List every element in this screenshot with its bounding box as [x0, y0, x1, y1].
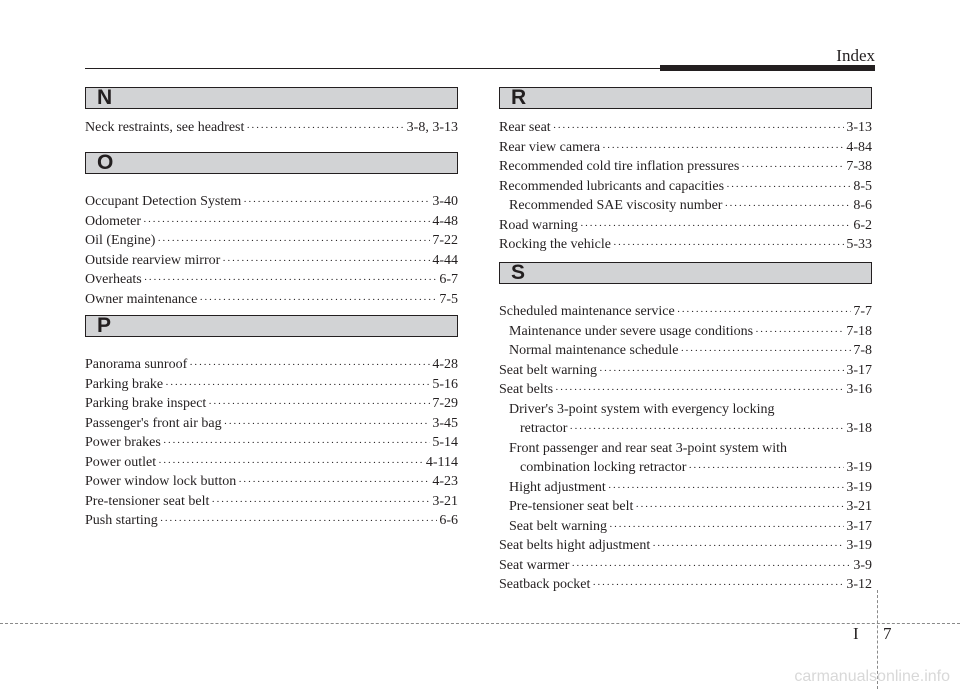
entry-page: 6-2: [853, 217, 872, 233]
entry-page: 3-45: [432, 415, 458, 431]
entry-page: 4-84: [846, 139, 872, 155]
section-letter: P: [97, 314, 112, 337]
index-subentry[interactable]: [499, 341, 872, 361]
index-entry[interactable]: [499, 575, 872, 595]
entry-page: 4-44: [432, 252, 458, 268]
entry-name: Seat belt warning: [509, 518, 607, 534]
index-entry[interactable]: [499, 235, 872, 255]
index-subentry[interactable]: [499, 196, 872, 216]
section-entries-r: [499, 118, 872, 255]
index-entry[interactable]: [85, 270, 458, 290]
entry-name: Power outlet: [85, 454, 157, 470]
entry-name: Seat warmer: [499, 557, 570, 573]
entry-page: 8-5: [853, 178, 872, 194]
section-header-r: [499, 87, 872, 109]
index-entry[interactable]: [499, 216, 872, 236]
index-entry[interactable]: [85, 453, 458, 473]
entry-name: Recommended SAE viscosity number: [509, 198, 723, 213]
entry-page: 4-23: [432, 474, 458, 489]
footer-rule: [0, 623, 960, 624]
index-subentry[interactable]: [499, 439, 872, 459]
section-header-n: [85, 87, 458, 109]
entry-page: 7-18: [846, 323, 872, 339]
index-subentry[interactable]: [499, 400, 872, 420]
page-title: Index: [836, 46, 875, 65]
entry-name: Recommended lubricants and capacities: [499, 178, 725, 194]
section-letter: N: [97, 86, 113, 109]
entry-page: 4-114: [425, 454, 458, 470]
entry-page: 7-29: [432, 396, 458, 411]
entry-name: Road warning: [499, 217, 578, 233]
entry-name: Parking brake inspect: [85, 396, 207, 411]
entry-name: Outside rearview mirror: [85, 252, 221, 268]
entry-page: 5-33: [846, 237, 872, 252]
index-entry[interactable]: [499, 380, 872, 400]
entry-page: 8-6: [853, 198, 872, 213]
entry-name: Push starting: [85, 513, 158, 528]
index-entry[interactable]: [499, 361, 872, 381]
entry-page: 3-19: [846, 538, 872, 553]
index-entry[interactable]: [499, 157, 872, 177]
entry-name: Rear seat: [499, 120, 551, 135]
entry-page: 3-19: [846, 460, 872, 475]
section-entries-p: [85, 355, 458, 531]
index-entry[interactable]: [85, 375, 458, 395]
index-entry[interactable]: [85, 251, 458, 271]
entry-name: Odometer: [85, 213, 141, 229]
index-entry[interactable]: [499, 138, 872, 158]
index-entry[interactable]: [85, 118, 458, 138]
index-subentry-continued[interactable]: [499, 419, 872, 439]
section-header-s: [499, 262, 872, 284]
entry-page: 7-7: [853, 304, 872, 319]
entry-page: 3-19: [846, 479, 872, 495]
entry-page: 7-38: [846, 159, 872, 174]
section-letter: R: [511, 86, 527, 109]
entry-name: Power brakes: [85, 435, 161, 450]
entry-name: Owner maintenance: [85, 291, 198, 307]
entry-page: 3-17: [846, 518, 872, 534]
entry-page: 6-6: [439, 513, 458, 528]
entry-page: 7-22: [432, 233, 458, 248]
entry-name: Rear view camera: [499, 139, 601, 155]
entry-name: Oil (Engine): [85, 233, 156, 248]
section-entries-o: [85, 192, 458, 309]
index-entry[interactable]: [499, 177, 872, 197]
index-entry[interactable]: [85, 212, 458, 232]
entry-name: Pre-tensioner seat belt: [509, 499, 634, 514]
section-entries-s: [499, 302, 872, 595]
index-entry[interactable]: [499, 536, 872, 556]
entry-name: Recommended cold tire inflation pressures: [499, 159, 740, 174]
index-subentry[interactable]: [499, 478, 872, 498]
index-entry[interactable]: [85, 290, 458, 310]
entry-name: Normal maintenance schedule: [509, 343, 679, 358]
entry-page: 3-17: [846, 362, 872, 378]
entry-page: 4-48: [432, 213, 458, 229]
section-entries-n: [85, 118, 458, 138]
page-number: 7: [883, 624, 892, 643]
entry-name: Overheats: [85, 272, 142, 287]
entry-name: Occupant Detection System: [85, 194, 242, 209]
index-entry[interactable]: [85, 414, 458, 434]
entry-page: 3-21: [846, 499, 872, 514]
entry-name: Rocking the vehicle: [499, 237, 611, 252]
page-section-letter: I: [853, 624, 859, 643]
entry-page: 3-9: [853, 557, 872, 573]
entry-name: Seatback pocket: [499, 577, 591, 592]
entry-name: Seat belts: [499, 382, 554, 397]
entry-name: Maintenance under severe usage conditions: [509, 323, 754, 339]
entry-name: Front passenger and rear seat 3-point system with: [509, 440, 787, 456]
index-entry[interactable]: [499, 118, 872, 138]
entry-page: 3-8, 3-13: [406, 120, 458, 135]
entry-name: retractor: [520, 421, 568, 436]
entry-name: Seat belts hight adjustment: [499, 538, 651, 553]
entry-name: Power window lock button: [85, 474, 237, 489]
section-header-o: [85, 152, 458, 174]
index-entry[interactable]: [85, 394, 458, 414]
index-subentry-continued[interactable]: [499, 458, 872, 478]
entry-page: 6-7: [439, 272, 458, 287]
section-letter: S: [511, 261, 526, 284]
entry-page: 3-16: [846, 382, 872, 397]
index-entry[interactable]: [85, 472, 458, 492]
entry-page: 5-14: [432, 435, 458, 450]
entry-name: Seat belt warning: [499, 362, 597, 378]
entry-name: Pre-tensioner seat belt: [85, 493, 210, 509]
section-header-p: [85, 315, 458, 337]
index-entry[interactable]: [85, 433, 458, 453]
index-entry[interactable]: [499, 302, 872, 322]
entry-page: 4-28: [432, 357, 458, 372]
entry-name: Passenger's front air bag: [85, 415, 222, 431]
index-entry[interactable]: [85, 511, 458, 531]
entry-page: 5-16: [432, 376, 458, 392]
index-entry[interactable]: [85, 492, 458, 512]
index-subentry[interactable]: [499, 322, 872, 342]
index-entry[interactable]: [85, 231, 458, 251]
entry-name: Scheduled maintenance service: [499, 304, 675, 319]
watermark: carmanualsonline.info: [794, 668, 950, 685]
entry-name: Hight adjustment: [509, 479, 606, 495]
section-letter: O: [97, 151, 114, 174]
entry-page: 3-18: [846, 421, 872, 436]
entry-name: combination locking retractor: [520, 460, 687, 475]
entry-page: 3-40: [432, 194, 458, 209]
entry-name: Neck restraints, see headrest: [85, 120, 245, 135]
entry-name: Parking brake: [85, 376, 164, 392]
index-entry[interactable]: [499, 556, 872, 576]
index-subentry[interactable]: [499, 517, 872, 537]
entry-page: 7-8: [853, 343, 872, 358]
index-subentry[interactable]: [499, 497, 872, 517]
entry-page: 7-5: [439, 291, 458, 307]
entry-page: 3-12: [846, 577, 872, 592]
index-entry[interactable]: [85, 355, 458, 375]
entry-name: Driver's 3-point system with evergency locking: [509, 401, 775, 417]
index-entry[interactable]: [85, 192, 458, 212]
header-rule-accent: [660, 65, 875, 71]
entry-page: 3-21: [432, 493, 458, 509]
entry-page: 3-13: [846, 120, 872, 135]
entry-name: Panorama sunroof: [85, 357, 188, 372]
